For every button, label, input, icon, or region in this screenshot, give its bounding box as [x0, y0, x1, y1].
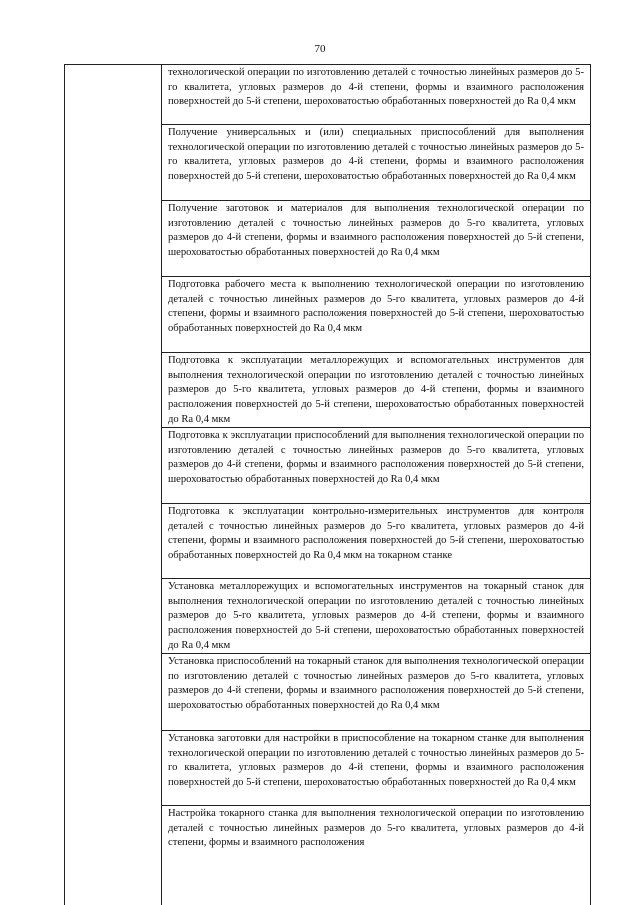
table-rows	[162, 65, 590, 902]
table-row-11: Настройка токарного станка для выполнения технологической операции по изготовлению деталей с точностью линейных размеров до 5-го квалитета, угловых размеров до 4-й степени, формы и взаимного расположения	[168, 808, 584, 849]
table-row-6: Подготовка к эксплуатации приспособлений для выполнения технологической операции по изготовлению деталей с точностью линейных размеров до 5-го квалитета, угловых размеров до 4-й степени, формы и взаимного расположения поверхностей до 5-й степени, шероховатостью обработанных поверхностей до Ra 0,4 мкм	[162, 428, 590, 504]
table-row-2: Получение универсальных и (или) специальных приспособлений для выполнения технологической операции по изготовлению деталей с точностью линейных размеров до 5-го квалитета, угловых размеров до 4-й степени, формы и взаимного расположения поверхностей до 5-й степени, шероховатостью обработанных поверхностей до Ra 0,4 мкм	[162, 125, 590, 201]
page-number: 70	[314, 43, 326, 55]
table-row-8: Установка металлорежущих и вспомогательных инструментов на токарный станок для выполнения технологической операции по изготовлению деталей с точностью линейных размеров до 5-го квалитета, угловых размеров до 4-й степени, формы и взаимного расположения поверхностей до 5-й степени, шероховатостью обработанных поверхностей до Ra 0,4 мкм	[162, 579, 590, 654]
table-row-5: Подготовка к эксплуатации металлорежущих и вспомогательных инструментов для выполнения технологической операции по изготовлению деталей с точностью линейных размеров до 5-го квалитета, угловых размеров до 4-й степени, формы и взаимного расположения поверхностей до 5-й степени, шероховатостью обработанных поверхностей до Ra 0,4 мкм	[162, 353, 590, 428]
table-row-3: Получение заготовок и материалов для выполнения технологической операции по изготовлению деталей с точностью линейных размеров до 5-го квалитета, угловых размеров до 4-й степени, формы и взаимного расположения поверхностей до 5-й степени, шероховатостью обработанных поверхностей до Ra 0,4 мкм	[162, 201, 590, 277]
table-row-4: Подготовка рабочего места к выполнению технологической операции по изготовлению деталей с точностью линейных размеров до 5-го квалитета, угловых размеров до 4-й степени, формы и взаимного расположения поверхностей до 5-й степени, шероховатостью обработанных поверхностей до Ra 0,4 мкм	[162, 277, 590, 353]
table-row-1: технологической операции по изготовлению деталей с точностью линейных размеров до 5-го квалитета, угловых размеров до 4-й степени, формы и взаимного расположения поверхностей до 5-й степени, шероховатостью обработанных поверхностей до Ra 0,4 мкм	[162, 65, 590, 125]
table-row-9: Установка приспособлений на токарный станок для выполнения технологической операции по изготовлению деталей с точностью линейных размеров до 5-го квалитета, угловых размеров до 4-й степени, формы и взаимного расположения поверхностей до 5-й степени, шероховатостью обработанных поверхностей до Ra 0,4 мкм	[162, 654, 590, 731]
labor-actions-table	[64, 64, 591, 905]
table-row-7: Подготовка к эксплуатации контрольно-измерительных инструментов для контроля деталей с точностью линейных размеров до 5-го квалитета, угловых размеров до 4-й степени, формы и взаимного расположения поверхностей до 5-й степени, шероховатостью обработанных поверхностей до Ra 0,4 мкм на токарном станке	[162, 504, 590, 579]
table-row-10: Установка заготовки для настройки в приспособление на токарном станке для выполнения технологической операции по изготовлению деталей с точностью линейных размеров до 5-го квалитета, угловых размеров до 4-й степени, формы и взаимного расположения поверхностей до 5-й степени, шероховатостью обработанных поверхностей до Ra 0,4 мкм	[162, 731, 590, 806]
